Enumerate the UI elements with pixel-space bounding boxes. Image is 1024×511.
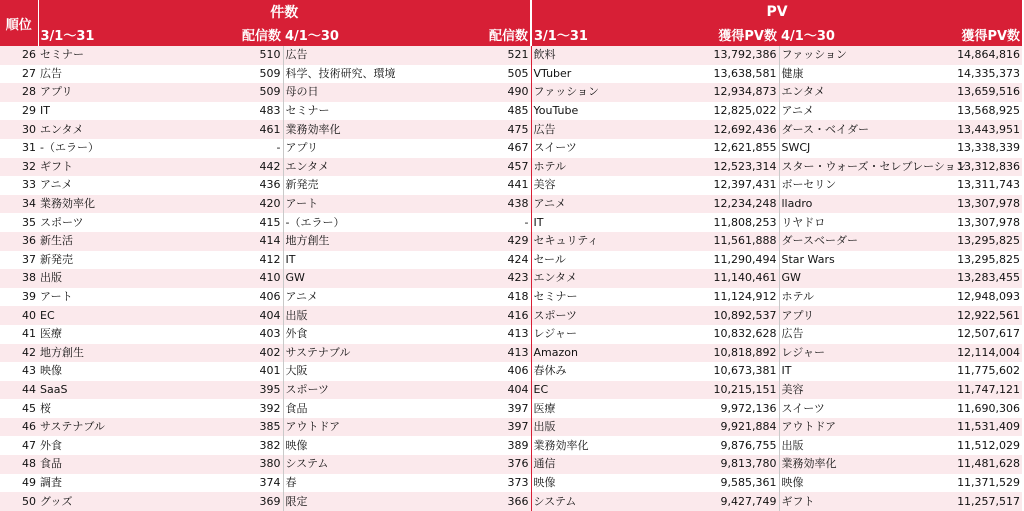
pv-april-value: 13,311,743 [957, 178, 1021, 192]
count-march-value: 436 [259, 178, 281, 192]
pv-march-value: 12,234,248 [713, 197, 777, 211]
count-april-category: IT [283, 251, 455, 270]
pv-april-category: ホテル [779, 288, 944, 307]
table-row [0, 325, 1022, 344]
count-march-value: 385 [259, 420, 281, 434]
pv-march-category: レジャー [531, 325, 703, 344]
pv-march-category: エンタメ [531, 269, 703, 288]
pv-april-category: 業務効率化 [779, 455, 944, 474]
rank-cell: 30 [22, 122, 36, 136]
count-march-value-header: 配信数 [208, 23, 283, 46]
count-april-category: 食品 [283, 399, 455, 418]
count-april-category: 出版 [283, 306, 455, 325]
count-april-category: エンタメ [283, 158, 455, 177]
pv-april-value: 12,948,093 [957, 290, 1021, 304]
count-april-period-header: 4/1～30 [283, 23, 455, 46]
count-april-value: 416 [507, 308, 529, 322]
pv-april-category: lladro [779, 195, 944, 214]
pv-april-value: 13,312,836 [957, 159, 1021, 173]
pv-march-value: 12,692,436 [713, 122, 777, 136]
pv-april-category: 健康 [779, 65, 944, 84]
table-row [0, 65, 1022, 84]
pv-march-value: 12,621,855 [713, 141, 777, 155]
pv-march-period-header: 3/1～31 [531, 23, 703, 46]
pv-april-value: 13,659,516 [957, 85, 1021, 99]
count-april-value: 366 [507, 494, 529, 508]
pv-march-category: ファッション [531, 83, 703, 102]
count-april-category: -（エラー） [283, 213, 455, 232]
pv-april-category: IT [779, 362, 944, 381]
count-march-value: 483 [259, 104, 281, 118]
table-row [0, 399, 1022, 418]
pv-march-category: ホテル [531, 158, 703, 177]
rank-cell: 48 [22, 457, 36, 471]
count-march-category: アート [40, 290, 73, 304]
count-march-category: 地方創生 [40, 345, 84, 359]
rank-cell: 41 [22, 327, 36, 341]
pv-march-value: 11,290,494 [713, 252, 777, 266]
count-march-category: 新発売 [40, 252, 73, 266]
count-april-value: 424 [507, 252, 529, 266]
pv-march-category: システム [531, 492, 703, 511]
pv-march-value: 12,934,873 [713, 85, 777, 99]
count-march-category: IT [40, 104, 50, 118]
pv-april-value: 13,568,925 [957, 104, 1021, 118]
count-march-value: 461 [259, 122, 281, 136]
rank-cell: 49 [22, 475, 36, 489]
pv-april-category: ボーセリン [779, 176, 944, 195]
table-row [0, 102, 1022, 121]
pv-march-value-header: 獲得PV数 [703, 23, 779, 46]
pv-april-category: GW [779, 269, 944, 288]
table-row [0, 381, 1022, 400]
count-march-category: 桜 [40, 401, 51, 415]
pv-april-period-header: 4/1～30 [779, 23, 944, 46]
count-march-category: スポーツ [40, 215, 84, 229]
rank-cell: 27 [22, 66, 36, 80]
pv-march-value: 10,832,628 [713, 327, 777, 341]
pv-april-category: ギフト [779, 492, 944, 511]
pv-april-category: 広告 [779, 325, 944, 344]
count-march-value: 509 [259, 85, 281, 99]
rank-cell: 43 [22, 364, 36, 378]
count-march-category: アプリ [40, 85, 73, 99]
pv-april-value: 11,481,628 [957, 457, 1021, 471]
table-row [0, 269, 1022, 288]
table-row [0, 288, 1022, 307]
pv-april-category: スイーツ [779, 399, 944, 418]
count-april-value: 404 [507, 382, 529, 396]
pv-april-category: ファッション [779, 46, 944, 65]
table-row [0, 46, 1022, 65]
pv-march-category: セミナー [531, 288, 703, 307]
pv-april-category: アプリ [779, 306, 944, 325]
header-sub-row [0, 23, 1022, 46]
rank-cell: 31 [22, 141, 36, 155]
count-march-value: 415 [259, 215, 281, 229]
count-april-value: 457 [507, 159, 529, 173]
pv-april-value: 14,335,373 [957, 66, 1021, 80]
pv-march-value: 10,215,151 [713, 382, 777, 396]
count-march-value: 380 [259, 457, 281, 471]
pv-april-value: 11,531,409 [957, 420, 1021, 434]
pv-april-category: エンタメ [779, 83, 944, 102]
pv-march-value: 9,813,780 [720, 457, 777, 471]
count-april-category: 外食 [283, 325, 455, 344]
rank-cell: 42 [22, 345, 36, 359]
table-row [0, 362, 1022, 381]
count-march-category: ギフト [40, 159, 73, 173]
count-march-period-header: 3/1～31 [38, 23, 208, 46]
pv-march-category: アニメ [531, 195, 703, 214]
count-march-value: 369 [259, 494, 281, 508]
pv-april-category: 美容 [779, 381, 944, 400]
pv-march-category: 通信 [531, 455, 703, 474]
pv-march-value: 9,921,884 [720, 420, 777, 434]
table-row [0, 213, 1022, 232]
pv-april-category: リヤドロ [779, 213, 944, 232]
count-april-category: 限定 [283, 492, 455, 511]
count-april-value: 438 [507, 197, 529, 211]
header-group-row [0, 0, 1022, 23]
pv-april-value: 12,114,004 [957, 345, 1021, 359]
count-april-category: アート [283, 195, 455, 214]
pv-march-category: 広告 [531, 120, 703, 139]
pv-march-value: 13,792,386 [713, 48, 777, 62]
pv-april-value: 11,747,121 [957, 382, 1021, 396]
count-march-value: 374 [259, 475, 281, 489]
rank-cell: 33 [22, 178, 36, 192]
pv-march-category: スイーツ [531, 139, 703, 158]
pv-april-category: スター・ウォーズ・セレブレーション [779, 158, 944, 177]
count-april-category: GW [283, 269, 455, 288]
count-april-value: 373 [507, 475, 529, 489]
rank-cell: 29 [22, 104, 36, 118]
count-april-value: 467 [507, 141, 529, 155]
count-march-value: 401 [259, 364, 281, 378]
table-row [0, 492, 1022, 511]
count-april-category: 新発売 [283, 176, 455, 195]
table-row [0, 344, 1022, 363]
table-row [0, 474, 1022, 493]
pv-march-category: IT [531, 213, 703, 232]
pv-april-value: 13,307,978 [957, 197, 1021, 211]
count-march-category: 出版 [40, 271, 62, 285]
count-march-category: エンタメ [40, 122, 84, 136]
pv-april-category: 出版 [779, 436, 944, 455]
pv-march-value: 9,876,755 [720, 438, 777, 452]
pv-march-value: 9,972,136 [720, 401, 777, 415]
rank-cell: 28 [22, 85, 36, 99]
pv-april-value: 14,864,816 [957, 48, 1021, 62]
pv-april-category: SWCJ [779, 139, 944, 158]
count-march-category: 広告 [40, 66, 62, 80]
pv-march-category: 業務効率化 [531, 436, 703, 455]
count-april-value: 406 [507, 364, 529, 378]
count-march-value: 420 [259, 197, 281, 211]
ranking-rows [0, 46, 1022, 511]
pv-april-category: アウトドア [779, 418, 944, 437]
pv-april-value: 11,512,029 [957, 438, 1021, 452]
pv-march-category: VTuber [531, 65, 703, 84]
count-april-category: 業務効率化 [283, 120, 455, 139]
count-march-category: 食品 [40, 457, 62, 471]
pv-april-category: 映像 [779, 474, 944, 493]
rank-cell: 50 [22, 494, 36, 508]
pv-april-category: アニメ [779, 102, 944, 121]
table-row [0, 195, 1022, 214]
count-march-category: SaaS [40, 382, 68, 396]
pv-april-category: Star Wars [779, 251, 944, 270]
count-march-category: -（エラー） [40, 141, 99, 155]
pv-march-value: 10,892,537 [713, 308, 777, 322]
pv-april-value: 11,775,602 [957, 364, 1021, 378]
count-group-header: 件数 [38, 0, 531, 23]
rank-cell: 26 [22, 48, 36, 62]
pv-march-value: 12,397,431 [713, 178, 777, 192]
table-row [0, 83, 1022, 102]
count-april-category: システム [283, 455, 455, 474]
count-april-category: アプリ [283, 139, 455, 158]
count-march-category: サステナブル [40, 420, 105, 434]
pv-april-value: 13,307,978 [957, 215, 1021, 229]
count-march-value: 402 [259, 345, 281, 359]
rank-cell: 44 [22, 382, 36, 396]
count-march-value: 410 [259, 271, 281, 285]
count-april-value: 376 [507, 457, 529, 471]
table-row [0, 120, 1022, 139]
count-march-value: 414 [259, 234, 281, 248]
count-april-category: セミナー [283, 102, 455, 121]
count-april-value: 505 [507, 66, 529, 80]
pv-march-category: EC [531, 381, 703, 400]
count-april-category: 母の日 [283, 83, 455, 102]
count-march-value: 392 [259, 401, 281, 415]
count-april-value: 389 [507, 438, 529, 452]
pv-april-value: 12,507,617 [957, 327, 1021, 341]
count-march-category: 調査 [40, 475, 62, 489]
rank-cell: 38 [22, 271, 36, 285]
pv-march-value: 11,140,461 [713, 271, 777, 285]
pv-april-value: 13,283,455 [957, 271, 1021, 285]
count-april-category: 広告 [283, 46, 455, 65]
count-march-category: 映像 [40, 364, 62, 378]
table-row [0, 139, 1022, 158]
count-april-value: 397 [507, 401, 529, 415]
count-april-value: 475 [507, 122, 529, 136]
pv-march-value: 10,818,892 [713, 345, 777, 359]
pv-april-value: 11,257,517 [957, 494, 1021, 508]
table-row [0, 418, 1022, 437]
count-april-value: 413 [507, 327, 529, 341]
count-april-category: 大阪 [283, 362, 455, 381]
count-april-value: 413 [507, 345, 529, 359]
pv-march-value: 12,523,314 [713, 159, 777, 173]
pv-march-category: 映像 [531, 474, 703, 493]
rank-cell: 47 [22, 438, 36, 452]
pv-march-category: Amazon [531, 344, 703, 363]
count-march-category: 外食 [40, 438, 62, 452]
count-march-category: セミナー [40, 48, 84, 62]
count-march-category: アニメ [40, 178, 73, 192]
pv-march-value: 11,808,253 [713, 215, 777, 229]
count-april-value: 485 [507, 104, 529, 118]
pv-april-value: 13,295,825 [957, 252, 1021, 266]
count-april-value: 521 [507, 48, 529, 62]
rank-cell: 46 [22, 420, 36, 434]
pv-april-value: 13,443,951 [957, 122, 1021, 136]
table-row [0, 158, 1022, 177]
table-row [0, 455, 1022, 474]
count-march-value: - [276, 141, 281, 155]
count-april-value: 418 [507, 290, 529, 304]
pv-group-header: PV [531, 0, 1022, 23]
count-april-category: アニメ [283, 288, 455, 307]
count-april-category: 地方創生 [283, 232, 455, 251]
count-march-value: 404 [259, 308, 281, 322]
pv-march-category: 医療 [531, 399, 703, 418]
count-march-category: グッズ [40, 494, 73, 508]
pv-march-category: 春休み [531, 362, 703, 381]
count-march-value: 395 [259, 382, 281, 396]
pv-march-value: 11,124,912 [713, 290, 777, 304]
pv-march-value: 12,825,022 [713, 104, 777, 118]
pv-april-value: 11,690,306 [957, 401, 1021, 415]
pv-march-value: 10,673,381 [713, 364, 777, 378]
count-march-value: 510 [259, 48, 281, 62]
count-march-value: 442 [259, 159, 281, 173]
count-april-value: - [524, 215, 529, 229]
rank-cell: 37 [22, 252, 36, 266]
pv-april-value: 12,922,561 [957, 308, 1021, 322]
rank-cell: 32 [22, 159, 36, 173]
rank-cell: 34 [22, 197, 36, 211]
table-row [0, 436, 1022, 455]
rank-cell: 35 [22, 215, 36, 229]
table-row [0, 306, 1022, 325]
count-april-category: アウトドア [283, 418, 455, 437]
count-april-category: 春 [283, 474, 455, 493]
pv-april-value: 13,295,825 [957, 234, 1021, 248]
count-april-category: 科学、技術研究、環境 [283, 65, 455, 84]
count-march-value: 406 [259, 290, 281, 304]
count-april-value-header: 配信数 [455, 23, 531, 46]
pv-march-category: スポーツ [531, 306, 703, 325]
pv-april-value: 11,371,529 [957, 475, 1021, 489]
rank-cell: 45 [22, 401, 36, 415]
pv-march-category: 飲料 [531, 46, 703, 65]
pv-march-value: 9,427,749 [720, 494, 777, 508]
pv-march-category: YouTube [531, 102, 703, 121]
table-row [0, 251, 1022, 270]
pv-march-value: 9,585,361 [720, 475, 777, 489]
count-april-category: 映像 [283, 436, 455, 455]
count-april-value: 423 [507, 271, 529, 285]
pv-march-value: 11,561,888 [713, 234, 777, 248]
count-april-category: サステナブル [283, 344, 455, 363]
count-march-value: 403 [259, 327, 281, 341]
pv-april-category: ダース・ベイダー [779, 120, 944, 139]
count-march-category: 業務効率化 [40, 197, 95, 211]
rank-cell: 40 [22, 308, 36, 322]
pv-april-value-header: 獲得PV数 [944, 23, 1022, 46]
pv-april-category: ダースベーダー [779, 232, 944, 251]
table-row [0, 176, 1022, 195]
pv-march-category: セキュリティ [531, 232, 703, 251]
count-march-value: 412 [259, 252, 281, 266]
rank-cell: 39 [22, 290, 36, 304]
pv-march-category: 出版 [531, 418, 703, 437]
pv-march-value: 13,638,581 [713, 66, 777, 80]
pv-april-value: 13,338,339 [957, 141, 1021, 155]
count-april-category: スポーツ [283, 381, 455, 400]
count-april-value: 429 [507, 234, 529, 248]
pv-april-category: レジャー [779, 344, 944, 363]
count-march-category: EC [40, 308, 55, 322]
rank-cell: 36 [22, 234, 36, 248]
count-april-value: 441 [507, 178, 529, 192]
count-april-value: 490 [507, 85, 529, 99]
count-march-category: 医療 [40, 327, 62, 341]
pv-march-category: 美容 [531, 176, 703, 195]
count-march-value: 382 [259, 438, 281, 452]
count-march-category: 新生活 [40, 234, 73, 248]
count-march-value: 509 [259, 66, 281, 80]
table-row [0, 232, 1022, 251]
count-april-value: 397 [507, 420, 529, 434]
rank-header: 順位 [0, 0, 38, 46]
pv-march-category: セール [531, 251, 703, 270]
